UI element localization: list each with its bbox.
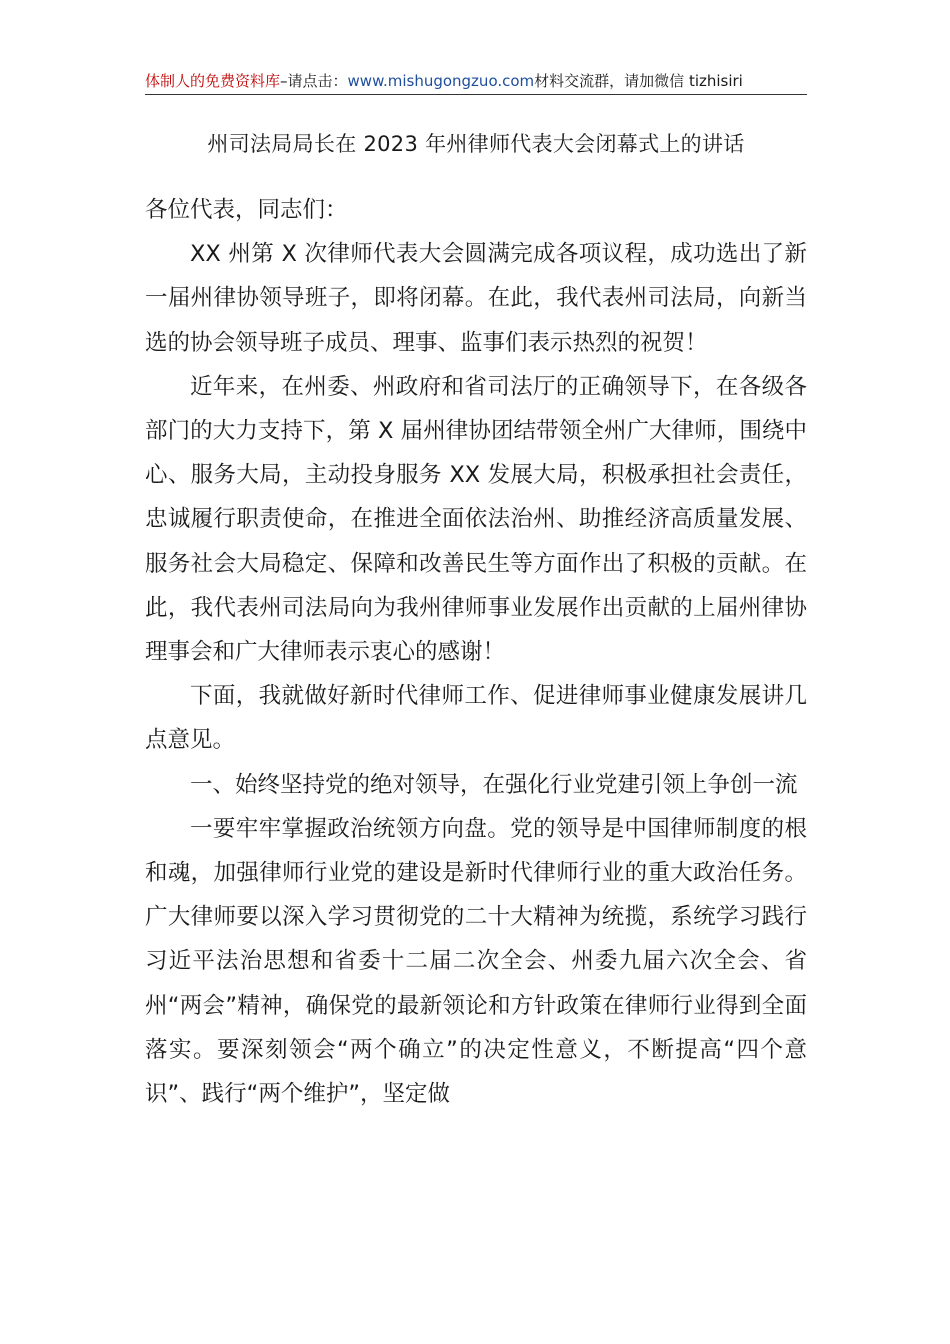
header-brand: 体制人的免费资料库	[145, 72, 281, 90]
document-title: 州司法局局长在 2023 年州律师代表大会闭幕式上的讲话	[207, 132, 745, 156]
section-heading-1: 一、始终坚持党的绝对领导，在强化行业党建引领上争创一流	[190, 771, 798, 798]
salutation: 各位代表，同志们：	[145, 197, 348, 223]
page-header	[145, 68, 807, 95]
paragraph-4: 一要牢牢掌握政治统领方向盘。党的领导是中国律师制度的根和魂，加强律师行业党的建设是新时代律师行业的重大政治任务。广大律师要以深入学习贯彻党的二十大精神为统揽，系统学习践行习近平法治思想和省委十二届二次全会、州委九届六次全会、省州“两会”精神，确保党的最新领论和方针政策在律师行业得到全面落实。要深刻领会“两个确立”的决定性意义，不断提高“四个意识”、践行“两个维护”，坚定做	[145, 815, 807, 1108]
document-body	[145, 188, 807, 1116]
header-url-link[interactable]: www.mishugongzuo.com	[347, 72, 535, 90]
paragraph-1: XX 州第 X 次律师代表大会圆满完成各项议程，成功选出了新一届州律协领导班子，即将闭幕。在此，我代表州司法局，向新当选的协会领导班子成员、理事、监事们表示热烈的祝贺！	[145, 241, 807, 356]
header-prompt: –请点击：	[280, 72, 348, 90]
paragraph-3: 下面，我就做好新时代律师工作、促进律师事业健康发展讲几点意见。	[145, 683, 807, 754]
header-tail-text: 材料交流群，请加微信 tizhisiri	[534, 72, 743, 90]
paragraph-2: 近年来，在州委、州政府和省司法厅的正确领导下，在各级各部门的大力支持下，第 X 届州律协团结带领全州广大律师，围绕中心、服务大局，主动投身服务 XX 发展大局，积极承担社会责任，忠诚履行职责使命，在推进全面依法治州、助推经济高质量发展、服务社会大局稳定、保障和改善民生等方面作出了积极的贡献。在此，我代表州司法局向为我州律师事业发展作出贡献的上届州律协理事会和广大律师表示衷心的感谢！	[145, 373, 807, 666]
